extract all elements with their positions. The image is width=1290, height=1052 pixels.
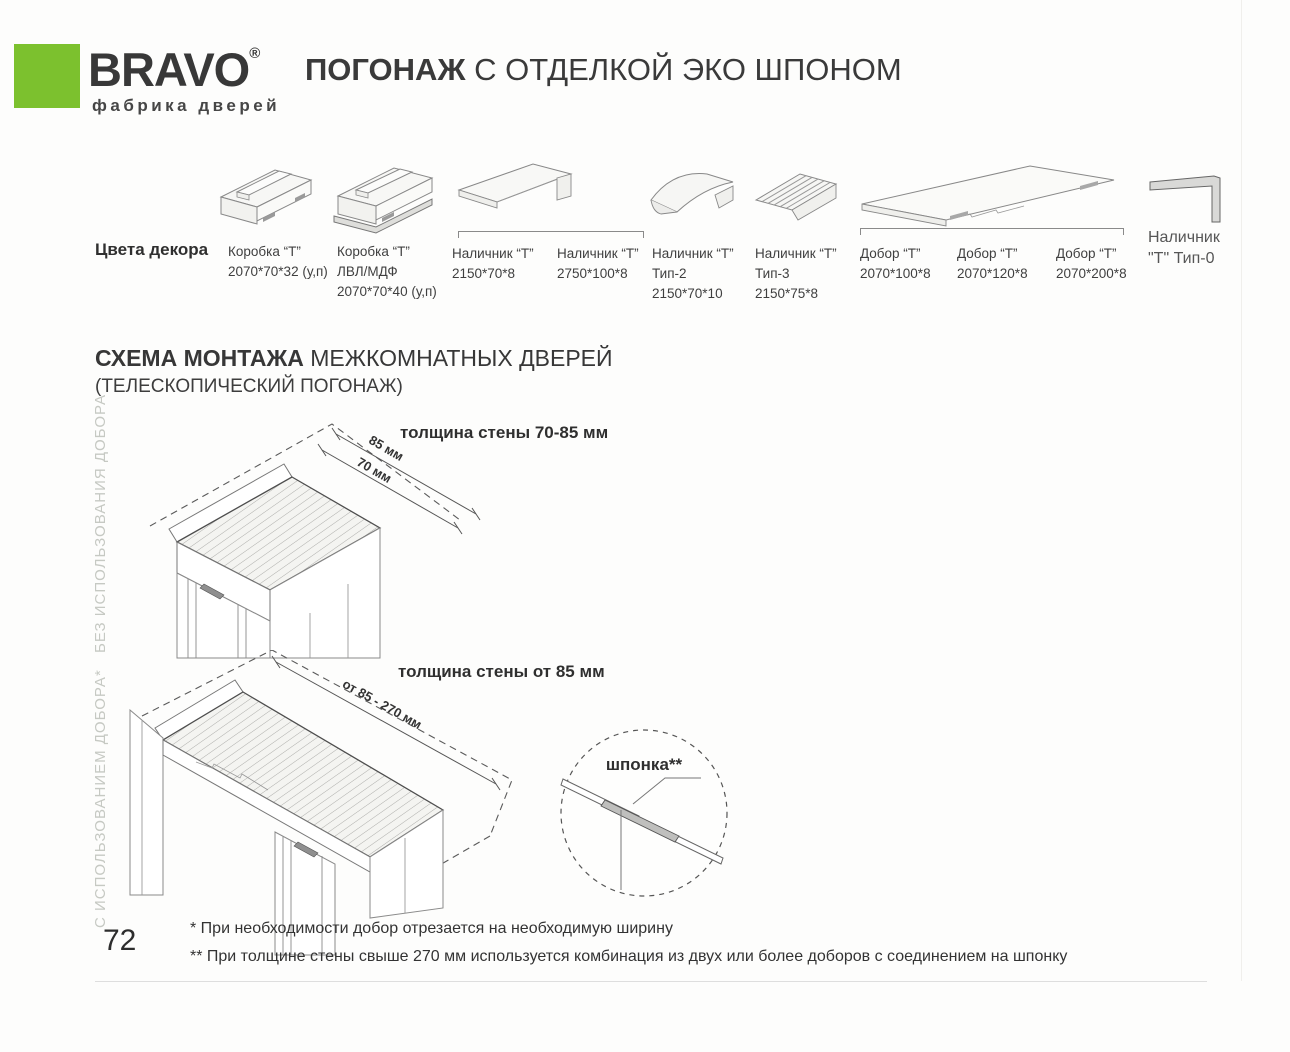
registered-mark: ® (249, 45, 261, 62)
label-line: Добор “Т” (860, 246, 921, 261)
label-line: Тип-2 (652, 266, 687, 281)
dim-85mm: 85 мм (366, 432, 407, 464)
label-line: 2070*70*40 (у,п) (337, 284, 437, 299)
label-line: Наличник “Т” (755, 246, 837, 261)
label-korobka-t-lvl (337, 242, 437, 302)
diagram2-caption: толщина стены от 85 мм (398, 662, 605, 681)
label-line: Наличник (1148, 229, 1220, 246)
label-line: Наличник “Т” (652, 246, 734, 261)
drawing-korobka-t (215, 152, 315, 234)
scheme-heading (95, 345, 613, 372)
bracket-dobor-group (860, 228, 1124, 235)
label-line: 2150*70*10 (652, 286, 723, 301)
label-line: 2070*70*32 (у,п) (228, 264, 328, 279)
label-line: 2150*75*8 (755, 286, 819, 301)
drawing-dobor-t (858, 158, 1120, 230)
page-number: 72 (103, 924, 137, 957)
label-nalichnik-tip3 (755, 244, 837, 304)
label-line: 2750*100*8 (557, 266, 628, 281)
label-line: Коробка “Т” (337, 244, 410, 259)
label-line: Наличник “Т” (452, 246, 534, 261)
label-line: 2070*100*8 (860, 266, 931, 281)
label-line: "Т" Тип-0 (1148, 250, 1215, 267)
footnote-double-asterisk: ** При толщине стены свыше 270 мм используется комбинация из двух или более доборов с соединением на шпонку (190, 948, 1068, 965)
drawing-korobka-t-lvl (330, 148, 440, 238)
brand-logo-square (14, 44, 80, 108)
page-title-strong: ПОГОНАЖ (305, 52, 466, 87)
drawing-nalichnik-tip3 (748, 160, 843, 222)
label-line: Наличник “Т” (557, 246, 639, 261)
page-edge-line (95, 981, 1207, 982)
dim-70mm: 70 мм (354, 454, 395, 486)
drawing-nalichnik-t (455, 158, 575, 224)
page-edge-line-right (1241, 0, 1242, 981)
diagram1-caption: толщина стены 70-85 мм (400, 423, 609, 442)
footnote-single-asterisk: * При необходимости добор отрезается на необходимую ширину (190, 920, 673, 937)
label-nalichnik-tip0 (1148, 227, 1220, 269)
scheme-heading-strong: СХЕМА МОНТАЖА (95, 345, 304, 371)
label-nalichnik-2 (557, 244, 639, 284)
scheme-subheading: (ТЕЛЕСКОПИЧЕСКИЙ ПОГОНАЖ) (95, 376, 403, 397)
side-label-without-dobor: БЕЗ ИСПОЛЬЗОВАНИЯ ДОБОРА (92, 393, 109, 653)
label-line: ЛВЛ/МДФ (337, 264, 398, 279)
label-line: Тип-3 (755, 266, 790, 281)
drawing-nalichnik-tip2 (645, 162, 740, 224)
label-nalichnik-1 (452, 244, 534, 284)
label-dobor-1 (860, 244, 931, 284)
page-title (305, 52, 902, 88)
label-korobka-t (228, 242, 328, 282)
detail-shponka-circle (553, 722, 735, 904)
label-line: 2070*200*8 (1056, 266, 1127, 281)
label-dobor-2 (957, 244, 1028, 284)
label-line: Добор “Т” (1056, 246, 1117, 261)
diagram-mount-without-dobor (120, 408, 620, 668)
label-line: 2150*70*8 (452, 266, 516, 281)
label-line: 2070*120*8 (957, 266, 1028, 281)
page-title-rest: С ОТДЕЛКОЙ ЭКО ШПОНОМ (465, 52, 902, 87)
bracket-nalichnik-group (458, 231, 644, 238)
label-line: Добор “Т” (957, 246, 1018, 261)
dim-85-270mm: от 85 - 270 мм (339, 676, 425, 732)
shponka-label: шпонка** (605, 755, 683, 774)
side-label-with-dobor: С ИСПОЛЬЗОВАНИЕМ ДОБОРА* (92, 669, 109, 928)
brand-tagline: фабрика дверей (92, 96, 281, 115)
brand-name (88, 43, 261, 96)
drawing-nalichnik-tip0 (1146, 168, 1228, 226)
scheme-heading-rest: МЕЖКОМНАТНЫХ ДВЕРЕЙ (303, 345, 613, 371)
label-nalichnik-tip2 (652, 244, 734, 304)
label-dobor-3 (1056, 244, 1127, 284)
brand-text: BRAVO (88, 43, 250, 96)
decor-colors-label: Цвета декора (95, 240, 209, 259)
label-line: Коробка “Т” (228, 244, 301, 259)
